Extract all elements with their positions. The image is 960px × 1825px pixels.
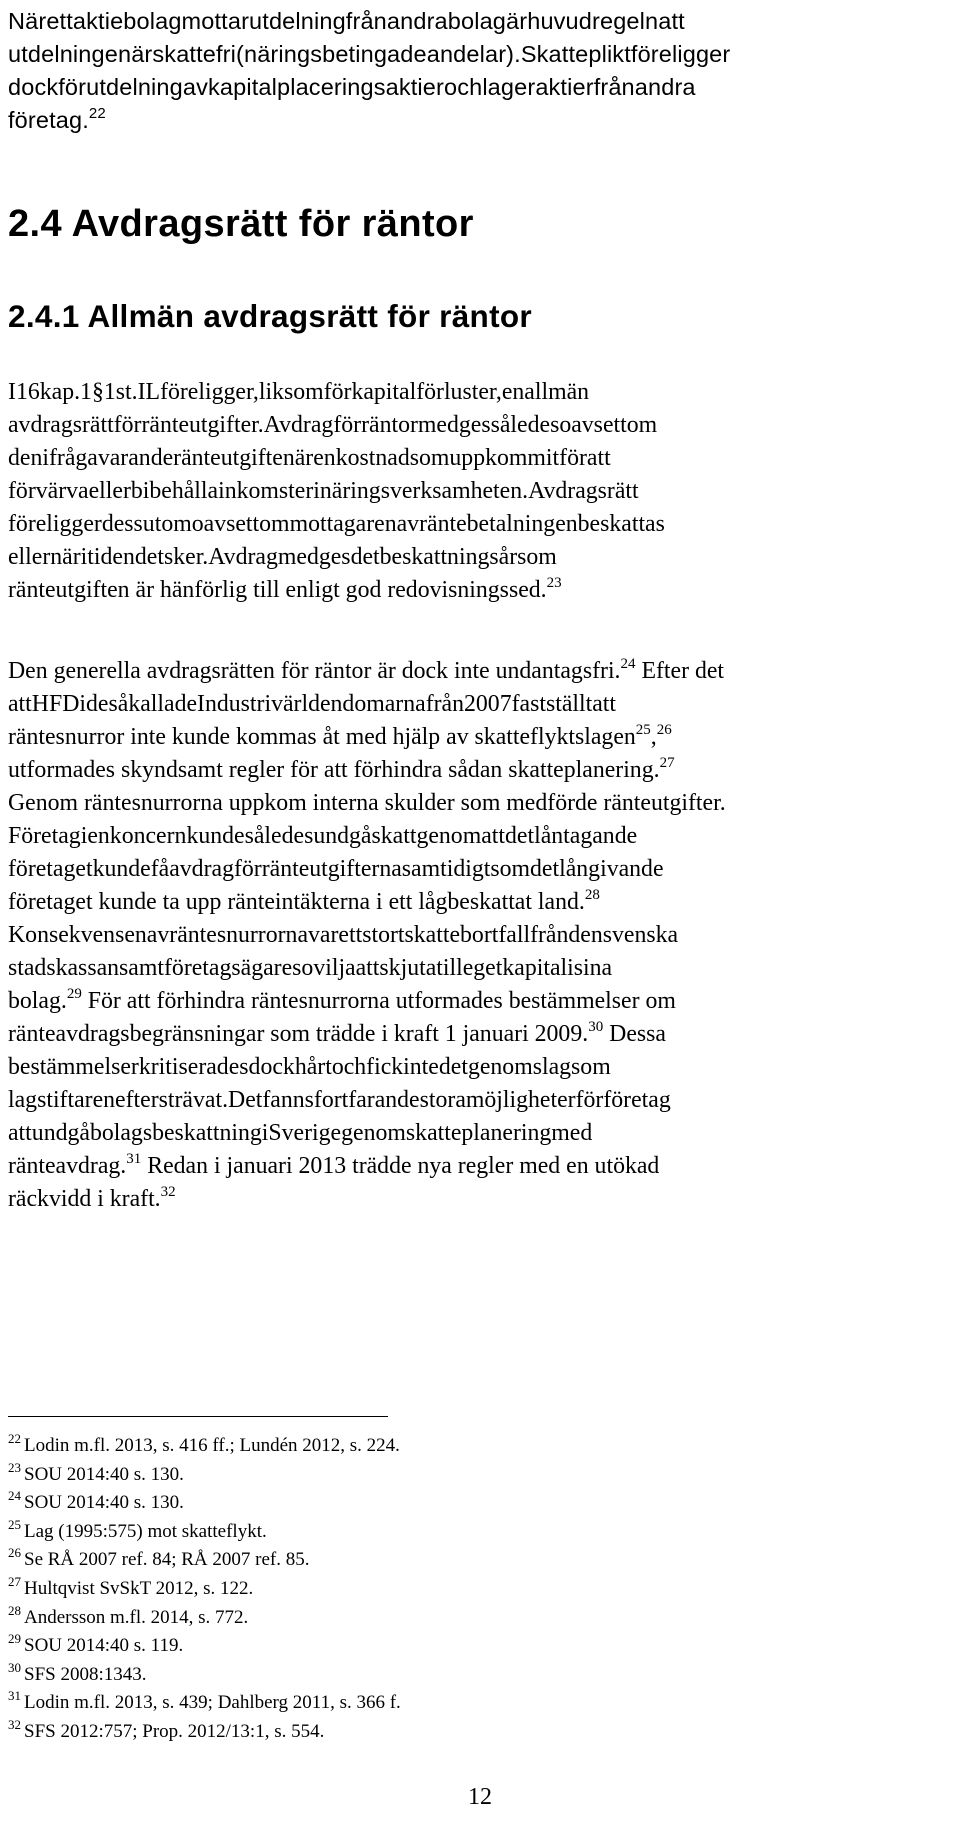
text-line: bestämmelserkritiseradesdockhårtochfickintedetgenomslagsom — [8, 1054, 611, 1080]
footnote-number: 23 — [8, 1459, 21, 1475]
paragraph-generella-avdragsratten — [8, 655, 952, 1216]
footnote-number: 24 — [8, 1488, 21, 1504]
footnote — [8, 1604, 952, 1633]
footnote — [8, 1718, 952, 1747]
text-line: ellernäritidendetsker.Avdragmedgesdetbeskattningsårsom — [8, 544, 557, 570]
text-line: utformades skyndsamt regler för att förhindra sådan skatteplanering.$^{27}$ — [8, 755, 675, 783]
footnote-reference[interactable]: 24 — [620, 656, 636, 672]
footnote-separator — [8, 1416, 388, 1417]
footnote-reference[interactable]: 28 — [584, 887, 600, 903]
footnote-number: 25 — [8, 1516, 21, 1532]
footnote-number: 31 — [8, 1688, 21, 1704]
section-heading: 2.4 Avdragsrätt för räntor — [8, 203, 474, 245]
text-line: förvärvaellerbibehållainkomsterinäringsverksamheten.Avdragsrätt — [8, 478, 639, 504]
footnote — [8, 1689, 952, 1718]
footnote-reference[interactable]: 31 — [126, 1151, 142, 1167]
text-line: ränteavdrag.$^{31}$ Redan i januari 2013 trädde nya regler med en utökad — [8, 1151, 660, 1179]
footnotes-list — [8, 1432, 952, 1747]
footnote-text: Lag (1995:575) mot skatteflykt. — [24, 1520, 267, 1542]
text-line: Företagienkoncernkundesåledesundgåskattgenomattdetlåntagande — [8, 823, 638, 849]
intro-paragraph — [8, 5, 952, 137]
footnote-reference[interactable]: 32 — [160, 1184, 176, 1200]
text-line: attHFDidesåkalladeIndustrivärldendomarnafrån2007fastställtatt — [8, 691, 617, 717]
text-line: avdragsrättförränteutgifter.Avdragförräntormedgessåledesoavsettom — [8, 412, 658, 438]
text-line: Den generella avdragsrätten för räntor är dock inte undantagsfri.$^{24}$ Efter det — [8, 656, 725, 684]
text-line: räckvidd i kraft.$^{32}$ — [8, 1184, 176, 1212]
text-line: attundgåbolagsbeskattningiSverigegenomskatteplaneringmed — [8, 1120, 593, 1146]
text-line: dockförutdelningavkapitalplaceringsaktierochlageraktierfrånandra — [8, 74, 696, 100]
text-line: ränteutgiften är hänförlig till enligt god redovisningssed.$^{23}$ — [8, 575, 562, 603]
footnote-reference[interactable]: 27 — [659, 755, 675, 771]
text-line: denifrågavaranderänteutgiftenärenkostnadsomuppkommitföratt — [8, 445, 611, 471]
text-line: stadskassansamtföretagsägaresoviljaattskjutatillegetkapitalisina — [8, 955, 613, 981]
text-line: Genom räntesnurrorna uppkom interna skulder som medförde ränteutgifter. — [8, 790, 726, 816]
footnote — [8, 1546, 952, 1575]
text-line: Närettaktiebolagmottarutdelningfrånandrabolagärhuvudregelnatt — [8, 8, 685, 34]
paragraph-allman-avdragsratt — [8, 376, 952, 607]
footnote — [8, 1432, 952, 1461]
footnote — [8, 1575, 952, 1604]
text-line: bolag.$^{29}$ För att förhindra räntesnurrorna utformades bestämmelser om — [8, 986, 676, 1014]
text-line: föreliggerdessutomoavsettommottagarenavräntebetalningenbeskattas — [8, 511, 665, 537]
footnote-reference[interactable]: 22 — [88, 105, 106, 122]
footnote-text: SOU 2014:40 s. 119. — [24, 1635, 184, 1657]
text-line: lagstiftareneftersträvat.Detfannsfortfarandestoramöjligheterförföretag — [8, 1087, 671, 1113]
text-line: företaget kunde ta upp ränteintäkterna i ett lågbeskattat land.$^{28}$ — [8, 887, 600, 915]
footnote-text: SFS 2008:1343. — [24, 1663, 147, 1685]
footnote-number: 28 — [8, 1602, 21, 1618]
text-line: utdelningenärskattefri(näringsbetingadeandelar).Skattepliktföreligger — [8, 41, 731, 67]
text-line: ränteavdragsbegränsningar som trädde i kraft 1 januari 2009.30 Dessa — [8, 1019, 666, 1047]
subsection-heading: 2.4.1 Allmän avdragsrätt för räntor — [8, 298, 532, 334]
page-number: 12 — [468, 1784, 492, 1810]
document-page — [8, 0, 952, 1825]
footnote — [8, 1461, 952, 1490]
footnote-text: Se RÅ 2007 ref. 84; RÅ 2007 ref. 85. — [24, 1549, 310, 1571]
footnote-number: 29 — [8, 1631, 21, 1647]
footnote-number: 26 — [8, 1545, 21, 1561]
text-line: företagetkundefåavdragförränteutgifternasamtidigtsomdetlångivande — [8, 856, 664, 882]
footnote-number: 32 — [8, 1716, 21, 1732]
footnote-reference[interactable]: 30 — [588, 1019, 604, 1035]
footnote-reference[interactable]: 26 — [656, 722, 672, 738]
footnote-reference[interactable]: 29 — [66, 986, 82, 1002]
footnote-number: 30 — [8, 1659, 21, 1675]
footnote — [8, 1489, 952, 1518]
text-line: I16kap.1§1st.ILföreligger,liksomförkapitalförluster,enallmän — [8, 379, 590, 405]
text-line: företag.$^{22}$ — [8, 105, 106, 133]
footnote-text: Lodin m.fl. 2013, s. 416 ff.; Lundén 2012, s. 224. — [24, 1435, 400, 1456]
footnote-text: Andersson m.fl. 2014, s. 772. — [24, 1606, 249, 1628]
footnote-text: SOU 2014:40 s. 130. — [24, 1492, 184, 1514]
footnote-number: 22 — [8, 1431, 21, 1446]
footnote — [8, 1518, 952, 1547]
footnote-reference[interactable]: 25 — [635, 722, 651, 738]
footnote-text: Lodin m.fl. 2013, s. 439; Dahlberg 2011, s. 366 f. — [24, 1692, 401, 1714]
text-line: Konsekvensenavräntesnurrornavarettstortskattebortfallfråndensvenska — [8, 922, 679, 948]
footnote-reference[interactable]: 23 — [546, 575, 562, 591]
footnote — [8, 1661, 952, 1690]
footnote — [8, 1632, 952, 1661]
footnote-text: SFS 2012:757; Prop. 2012/13:1, s. 554. — [24, 1720, 325, 1742]
footnote-number: 27 — [8, 1573, 21, 1589]
footnote-text: SOU 2014:40 s. 130. — [24, 1463, 184, 1485]
text-line: räntesnurror inte kunde kommas åt med hjälp av skatteflyktslagen$^{25}$,$^{26}$ — [8, 722, 672, 750]
footnote-text: Hultqvist SvSkT 2012, s. 122. — [24, 1577, 254, 1599]
